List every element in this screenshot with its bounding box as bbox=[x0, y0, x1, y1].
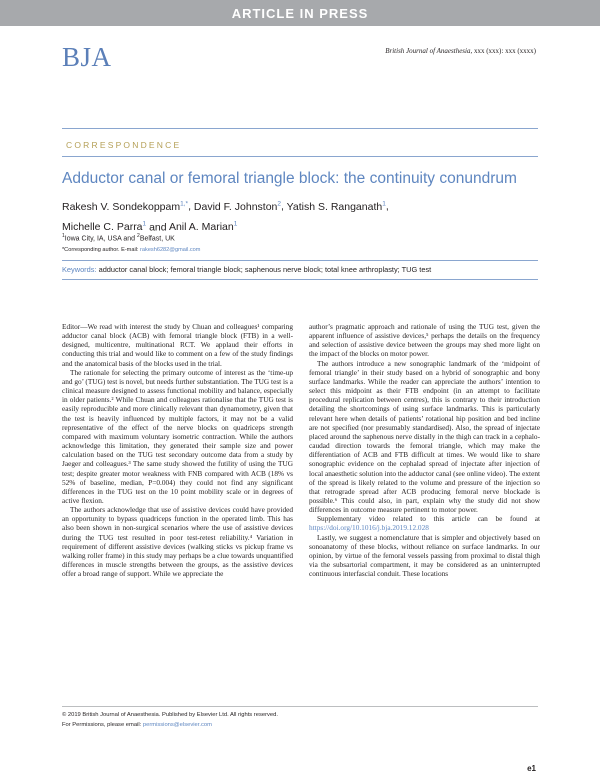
page-number: e1 bbox=[527, 764, 536, 773]
paragraph: The authors acknowledge that use of assistive devices could have provided an opportunity to bypass quadriceps function in the operated limb. This has also been shown in non-surgical scenarios where the use of assistive devices during the TUG test resulted in poor test-retest reliability.⁴ Variation in requirement of different assistive devices (walking sticks vs pickup frame vs walking roller frame) in this study may perhaps be a clue towards unquantified differences in muscle strengths between the groups, as the assistive devices offer a broad range of support. While we appreciate the bbox=[62, 505, 293, 579]
affiliations: $^1$Iowa City, IA, USA and $^2$Belfast, UK bbox=[62, 233, 175, 243]
author-list: Rakesh V. Sondekoppam$^{1,*}$, David F. Johnston$^2$, Yatish S. Ranganath$^1$, Michelle C. Parra$^1$ and Anil A. Marian$^1$ bbox=[62, 200, 389, 233]
paragraph: Lastly, we suggest a nomenclature that is simpler and objectively based on sonoanatomy of these blocks, without reliance on surface landmarks. In our opinion, by virtue of the femoral vessels passing from proximal to distal thigh via the subsartorial compartment, it may be considered as an uninterrupted continuous interfascial conduit. These locations bbox=[309, 532, 540, 579]
journal-name: British Journal of Anaesthesia, bbox=[385, 47, 473, 55]
author[interactable]: Rakesh V. Sondekoppam$^{1,*}$ bbox=[62, 200, 189, 213]
article-in-press-banner bbox=[0, 0, 600, 26]
keywords-bottom-rule bbox=[62, 279, 538, 280]
supplementary-video-link[interactable]: https://doi.org/10.1016/j.bja.2019.12.028 bbox=[309, 523, 429, 533]
paragraph: Supplementary video related to this article can be found at https://doi.org/10.1016/j.bja.2019.12.028 bbox=[309, 514, 540, 533]
right-column bbox=[309, 322, 540, 578]
footer-rule bbox=[62, 706, 538, 707]
permissions-notice: For Permissions, please email: permissions@elsevier.com bbox=[62, 722, 212, 728]
section-label: CORRESPONDENCE bbox=[66, 140, 182, 150]
journal-citation bbox=[385, 47, 536, 55]
author[interactable]: Michelle C. Parra$^1$ bbox=[62, 220, 147, 233]
header-rule bbox=[62, 128, 538, 129]
left-column bbox=[62, 322, 293, 578]
paragraph: Editor—We read with interest the study by Chuan and colleagues¹ comparing adductor canal block (ACB) with femoral triangle block (FTB) in a well-designed, multicentre, multinational RCT. We applaud their efforts in conducting this trial and would like to comment on a few of the study findings and the anatomical basis of the blocks used in the trial. bbox=[62, 322, 293, 368]
journal-logo: BJA bbox=[62, 42, 112, 72]
permissions-email-link[interactable]: permissions@elsevier.com bbox=[142, 722, 212, 728]
corresponding-email-link[interactable]: rakesh6282@gmail.com bbox=[140, 247, 201, 253]
keywords-top-rule bbox=[62, 260, 538, 261]
corresponding-author: *Corresponding author. E-mail: rakesh6282@gmail.com bbox=[62, 247, 201, 253]
paragraph: The authors introduce a new sonographic landmark of the ‘midpoint of femoral triangle’ in their study based on a hybrid of sonographic and bony surface landmarks. While the reader can appreciate the authors’ intention to select this midpoint as their FTB endpoint (in an attempt to facilitate procedural replication between centres), this is contrary to their introduction detailing the shortcomings of using surface landmarks. This is particularly relevant here when details of patients’ rotational hip position and bed incline are not specified (nor presumably standardised). Also, the spread of injectate placed around the saphenous nerve distally in the thigh can track in a cephalo-caudad direction towards the femoral triangle, which may make the differentiation of ACB and FTB difficult at times. We would like to share sonographic evidence on the cephalad spread of injectate after injection of local anaesthetic solution into the adductor canal (see online video). The extent of the spread is likely related to the volume and pressure of the injection so that retrograde spread after ACB producing femoral nerve blockade is possible.⁶ This could also, in part, explain why the study did not show differences in outcome measure pertinent to motor power. bbox=[309, 358, 540, 515]
author[interactable]: David F. Johnston$^2$ bbox=[193, 200, 282, 213]
citation-numbers: xxx (xxx): xxx (xxxx) bbox=[473, 47, 536, 55]
keywords bbox=[62, 265, 431, 274]
copyright-notice: © 2019 British Journal of Anaesthesia. Published by Elsevier Ltd. All rights reserved. bbox=[62, 712, 278, 718]
paragraph: The rationale for selecting the primary outcome of interest as the ‘time-up and go’ (TUG) test is novel, but needs further substantiation. The TUG test is a clinical measure designed to assess functional mobility and balance, especially in older patients.² While Chuan and colleagues rationalise that the TUG test is easily reproducible and more clinically relevant than dynamometry, given that the test is heavily influenced by multiple factors, it may not be a valid representative of the effect of the nerve blocks on quadriceps strength compared with maximum voluntary isometric contraction. While the authors acknowledge this limitation, they generated their sample size and power calculation based on the TUG test secondary outcome data from a study by Jaeger and colleagues.³ The same study showed the futility of using the TUG test; despite greater motor weakness with FNB compared with ACB (18% vs 52% of baseline, median, P=0.004) they could not find any significant differences in the TUG test on the 10 point mobility scale or in degrees of active flexion. bbox=[62, 367, 293, 505]
keywords-text: adductor canal block; femoral triangle block; saphenous nerve block; total knee arthroplasty; TUG test bbox=[98, 265, 432, 274]
article-title: Adductor canal or femoral triangle block: the continuity conundrum bbox=[62, 170, 517, 187]
banner-text: ARTICLE IN PRESS bbox=[231, 5, 369, 21]
author[interactable]: Yatish S. Ranganath$^1$ bbox=[286, 200, 386, 213]
paragraph: author’s pragmatic approach and rationale of using the TUG test, given the apparent influence of assistive devices,⁵ perhaps the details on the frequency and selection of assistive device between the groups may shed more light on the impact of the blocks on motor power. bbox=[309, 322, 540, 359]
section-rule bbox=[62, 156, 538, 157]
keywords-label: Keywords: bbox=[62, 265, 97, 274]
author[interactable]: Anil A. Marian$^1$ bbox=[168, 220, 238, 233]
